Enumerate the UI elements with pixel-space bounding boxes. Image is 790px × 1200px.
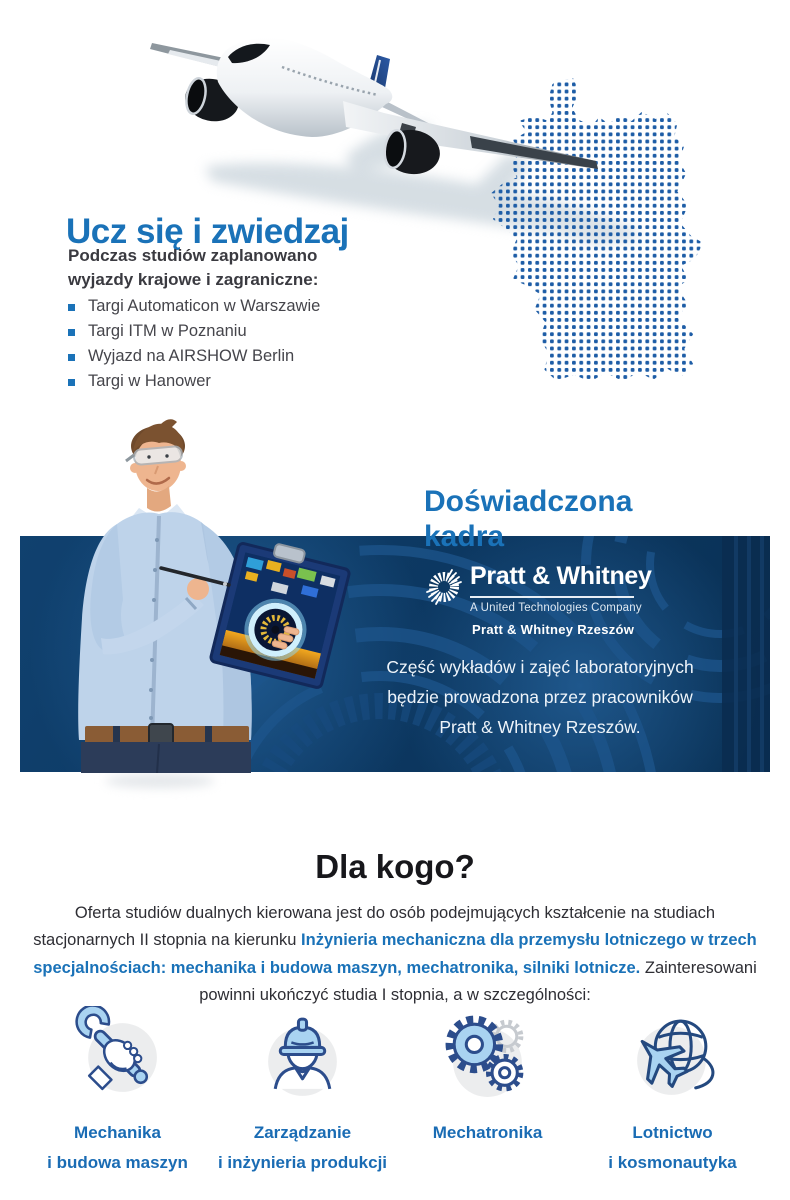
field-zarzadzanie xyxy=(210,1006,395,1178)
list-item xyxy=(66,372,320,397)
logo-subtitle: A United Technologies Company xyxy=(470,602,642,614)
bullet-square-icon xyxy=(68,329,75,336)
bullet-square-icon xyxy=(68,379,75,386)
kadra-title-line1: Doświadczona xyxy=(424,484,633,518)
list-item xyxy=(66,322,320,347)
field-mechanika xyxy=(25,1006,210,1178)
airplane-photo xyxy=(140,5,710,265)
gears-icon xyxy=(440,1006,536,1102)
paragraph-text: Oferta studiów dualnych kierowana jest do osób podejmujących kształcenie na studiach stacjonarnych II stopnia na kierunku xyxy=(33,903,716,949)
trip-label: Targi Automaticon w Warszawie xyxy=(88,297,321,315)
field-label-line1: Mechanika xyxy=(74,1123,161,1142)
paragraph-highlight: Inżynieria mechaniczna dla przemysłu lotniczego w trzech specjalnościach: mechanika i budowa maszyn, mechatronika, silniki lotnicze. xyxy=(33,931,757,977)
logo-division: Pratt & Whitney Rzeszów xyxy=(472,622,635,637)
pratt-whitney-eagle-icon xyxy=(423,566,465,608)
list-item xyxy=(66,297,320,322)
trips-list xyxy=(66,297,320,397)
field-label-line1: Zarządzanie xyxy=(253,1123,352,1142)
hero-intro-line2: wyjazdy krajowe i zagraniczne: xyxy=(68,270,319,289)
list-item xyxy=(66,347,320,372)
field-label xyxy=(47,1118,188,1178)
field-label xyxy=(218,1118,387,1178)
engineer-with-clipboard-photo xyxy=(55,408,355,773)
banner-text-line1: Część wykładów i zajęć laboratoryjnych xyxy=(386,657,694,677)
banner-text-line2: będzie prowadzona przez pracowników xyxy=(387,687,693,707)
trip-label: Wyjazd na AIRSHOW Berlin xyxy=(88,347,295,365)
field-label-line1: Lotnictwo xyxy=(632,1123,713,1142)
logo-divider xyxy=(470,596,634,598)
banner-text-line3: Pratt & Whitney Rzeszów. xyxy=(439,717,641,737)
field-label-line2: i inżynieria produkcji xyxy=(217,1153,388,1172)
field-label-line1: Mechatronika xyxy=(432,1123,543,1142)
specialization-fields xyxy=(25,1006,765,1178)
trip-label: Targi ITM w Poznaniu xyxy=(88,322,247,340)
field-label xyxy=(608,1118,737,1178)
field-mechatronika xyxy=(395,1006,580,1178)
section-title-kadra xyxy=(424,484,632,554)
section-title-dla-kogo: Dla kogo? xyxy=(315,848,475,886)
field-label-line2: i kosmonautyka xyxy=(608,1153,737,1172)
field-label-line2: i budowa maszyn xyxy=(47,1153,188,1172)
trip-label: Targi w Hanower xyxy=(88,372,211,390)
field-label xyxy=(433,1118,543,1148)
wrench-in-hand-icon xyxy=(70,1006,166,1102)
plane-globe-icon xyxy=(625,1006,721,1102)
kadra-title-line2: kadra xyxy=(424,519,505,553)
photo-drop-shadow xyxy=(105,774,215,788)
worker-helmet-icon xyxy=(255,1006,351,1102)
hero-intro-line1: Podczas studiów zaplanowano xyxy=(68,246,318,265)
pratt-whitney-logo-text: Pratt & Whitney xyxy=(470,562,652,590)
dla-kogo-paragraph xyxy=(33,900,757,1010)
bullet-square-icon xyxy=(68,304,75,311)
field-lotnictwo xyxy=(580,1006,765,1178)
page-title: Ucz się i zwiedzaj xyxy=(66,212,349,252)
paragraph-text: Zainteresowani powinni ukończyć studia I stopnia, a w szczególności: xyxy=(199,958,757,1004)
bullet-square-icon xyxy=(68,354,75,361)
